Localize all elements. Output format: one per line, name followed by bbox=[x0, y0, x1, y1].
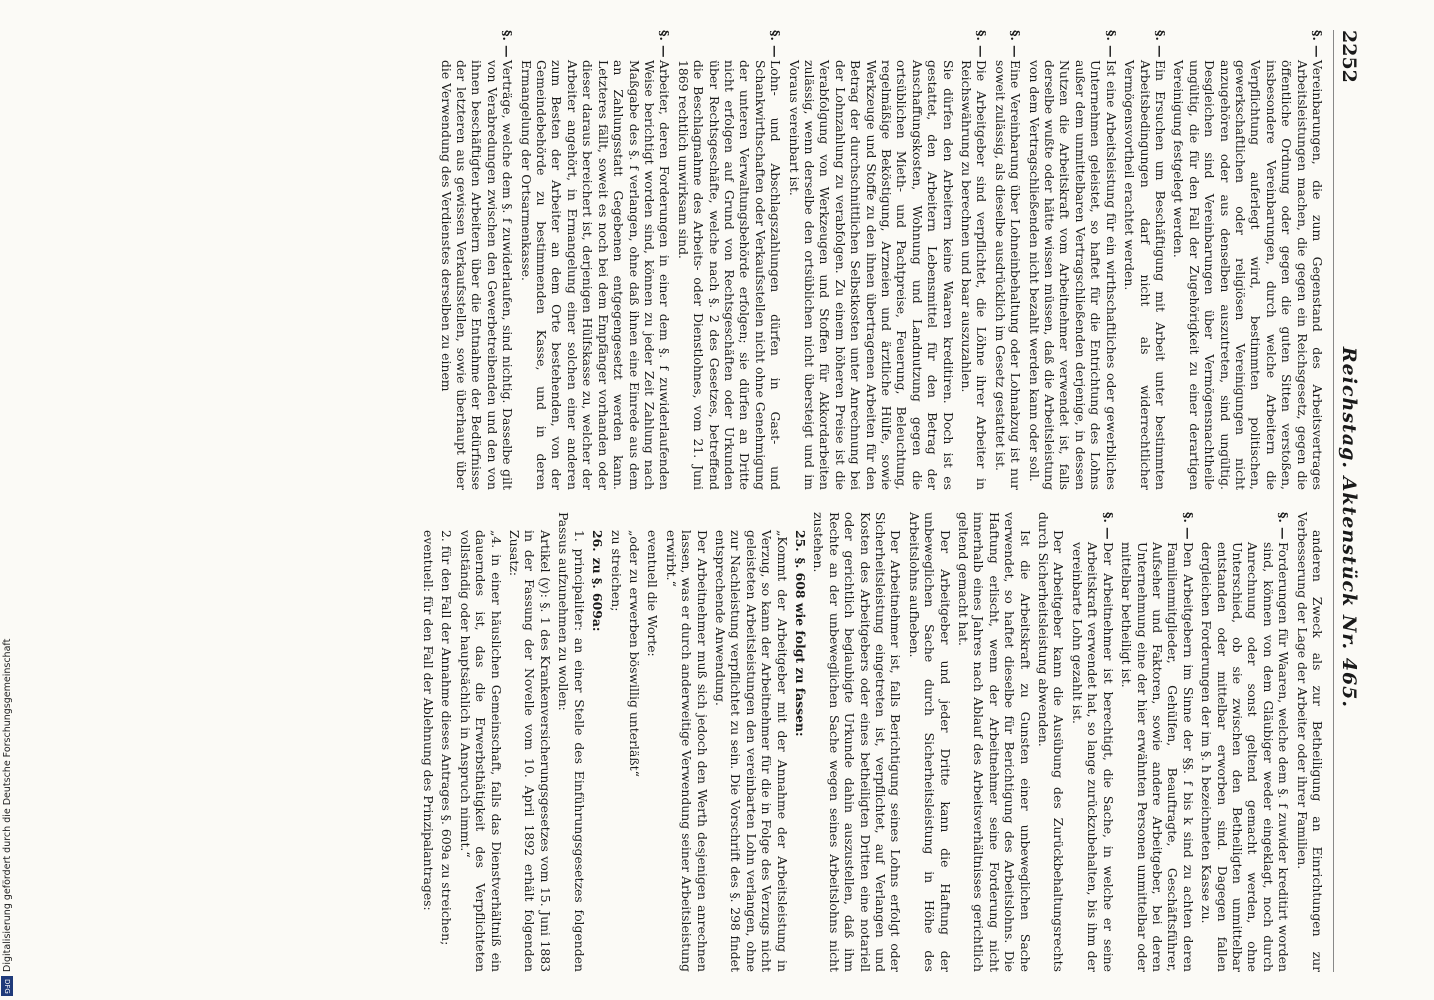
quoted-text: „Kommt der Arbeitgeber mit der Annahme der Arbeitsleistung in Verzug, so kann der Arbeitnehmer für die in Folge des Verzugs nicht geleisteten Arbeitsleistungen den vereinbarten Lohn verlangen, ohne zur Nachleistung verpflichtet zu sein. Die Vorschrift des §. 298 findet entsprechende Anwendung. bbox=[712, 530, 790, 972]
section-mark: §. — bbox=[974, 30, 990, 58]
page-title: Reichstag. Aktenstück Nr. 465. bbox=[1338, 346, 1360, 709]
amendment-text: §. 608 wie folgt zu fassen: bbox=[793, 557, 808, 737]
page-number: 2252 bbox=[1338, 30, 1360, 83]
quoted-text: „oder zu erwerben böswillig unterläßt“ bbox=[626, 530, 642, 777]
paragraph-text: Vereinbarungen, die zum Gegenstand des Arbeitsvertrages Arbeitsleistungen machen, die gegen ein Reichsgesetz, gegen die öffentliche Ordnung oder gegen die guten Sitten verstoßen, insbesondere Vereinbarungen, durch welche Arbeitern die Verpflichtung auferlegt wird, bestimmten politischen, gewerkschaftlichen oder religiösen Vereinigungen nicht anzugehören oder aus denselben auszutreten, sind ungültig. Desgleichen sind Vereinbarungen über Vermögensnachtheile ungültig, die für den Fall der Zugehörigkeit zu einer derartigen Vereinigung festgelegt werden. bbox=[1171, 60, 1325, 490]
right-column bbox=[418, 512, 1325, 972]
paragraph-text: Der Arbeitnehmer ist berechtigt, die Sache, in welche er seine Arbeitskraft verwendet hat, so lange zurückzubehalten, bis ihm der vereinbarte Lohn gezahlt ist. bbox=[1069, 542, 1116, 972]
section-mark: §. — bbox=[1152, 30, 1168, 58]
amendment-text: zu §. 609a: bbox=[590, 557, 606, 632]
paragraph bbox=[786, 30, 955, 490]
paragraph-text: 2. für den Fall der Annahme dieses Antrages §. 609a zu streichen; bbox=[439, 530, 455, 946]
paragraph-text: Der Arbeitgeber und jeder Dritte kann die Haftung der unbeweglichen Sache durch Sicherheitsleistung in Höhe des Arbeitslohns aufheben. bbox=[906, 512, 953, 972]
section-mark: §. — bbox=[1008, 30, 1024, 58]
paragraph-text: Der Arbeitgeber kann die Ausübung des Zurückbehaltungsrechts durch Sicherheitsleistung abwenden. bbox=[1036, 512, 1067, 972]
section-mark: §. — bbox=[657, 30, 673, 58]
paragraph bbox=[1199, 512, 1291, 972]
paragraph-text: eventuell: für den Fall der Ablehnung des Prinzipalantrages: bbox=[421, 530, 437, 911]
paragraph bbox=[1119, 512, 1196, 972]
page-header bbox=[1333, 30, 1360, 972]
quoted-text: Der Arbeitnehmer muß sich jedoch den Werth desjenigen anrechnen lassen, was er durch anderweitige Verwendung seiner Arbeitsleistung erwirbt.“ bbox=[663, 530, 710, 972]
paragraph-text: Die Arbeitgeber sind verpflichtet, die Löhne ihrer Arbeiter in Reichswährung zu berechnen und baar auszuzahlen. bbox=[959, 60, 990, 490]
paragraph bbox=[1171, 30, 1325, 490]
paragraph bbox=[518, 30, 672, 490]
paragraph bbox=[959, 30, 990, 490]
section-mark: §. — bbox=[1310, 30, 1325, 58]
paragraph bbox=[438, 30, 515, 490]
paragraph bbox=[1122, 30, 1168, 490]
paragraph-text: Ist eine Arbeitsleistung für ein wirthschaftliches oder gewerbliches Unternehmen geleistet, so haftet für die Entrichtung des Lohns außer dem unmittelbaren Vertragschließenden derjenige, in dessen Nutzen die Arbeitskraft vom Arbeitnehmer verwendet ist, falls derselbe wußte oder hätte wissen müssen, daß die Arbeitsleistung von dem Vertragschließenden nicht bezahlt werden kann oder soll. bbox=[1026, 60, 1119, 490]
paragraph-text: Eine Vereinbarung über Lohneinbehaltung oder Lohnabzug ist nur soweit zulässig, als dieselbe ausdrücklich im Gesetz gestattet ist. bbox=[992, 60, 1024, 490]
section-mark: §. — bbox=[1276, 512, 1292, 540]
paragraph bbox=[1070, 512, 1116, 972]
amendment-number: 25. bbox=[793, 530, 808, 552]
section-mark: §. — bbox=[1103, 30, 1119, 58]
amendment-number: 26. bbox=[590, 530, 606, 552]
amendment-item bbox=[590, 512, 605, 972]
paragraph-text: 1. principaliter: an einer Stelle des Einführungsgesetzes folgenden Passus aufzunehmen zu wollen: bbox=[556, 512, 587, 972]
paragraph-text: Den Arbeitgebern im Sinne der §§. f bis k sind zu achten deren Familienmitglieder, Gehülfen, Beauftragte, Geschäftsführer, Aufseher und Faktoren, sowie andere Arbeitgeber, bei deren Unternehmung eine der hier erwähnten Personen unmittelbar oder mittelbar betheiligt ist. bbox=[1119, 542, 1196, 972]
section-mark: §. — bbox=[768, 30, 784, 58]
paragraph-text: eventuell die Worte: bbox=[645, 530, 661, 657]
paragraph-text: Arbeiter, deren Forderungen in einer dem §. f zuwiderlaufenden Weise berichtigt worden sind, können zu jeder Zeit Zahlung nach Maßgabe des §. f verlangen, ohne daß ihnen eine Einrede aus dem an Zahlungsstatt Gegebenen entgegengesetzt werden kann. Letzteres fällt, soweit es noch bei dem Empfänger vorhanden oder dieser daraus bereichert ist, derjenigen Hülfskasse zu, welcher der Arbeiter angehört, in Ermangelung einer solchen einer anderen zum Besten der Arbeiter an dem Orte bestehenden, von der Gemeindebehörde zu bestimmenden Kasse, und in deren Ermangelung der Ortsarmenkasse. bbox=[518, 60, 673, 490]
section-mark: §. — bbox=[500, 30, 516, 58]
section-mark: §. — bbox=[1100, 512, 1116, 540]
paragraph bbox=[675, 30, 783, 490]
paragraph-text: Verträge, welche dem §. f zuwiderlaufen, sind nichtig. Dasselbe gilt von Verabredungen zwischen den Gewerbetreibenden und den von ihnen beschäftigten Arbeitern über die Entnahme der Bedürfnisse der letzteren aus gewissen Verkaufsstellen, sowie überhaupt über die Verwendung des Verdienstes derselben zu einem bbox=[438, 60, 516, 490]
paragraph-text: Ist die Arbeitskraft zu Gunsten einer unbeweglichen Sache verwendet, so haftet dieselbe für Berichtigung des Arbeitslohns. Die Haftung erlischt, wenn der Arbeitnehmer seine Forderung nicht innerhalb eines Jahres nach Ablauf des Arbeitsverhältnisses gerichtlich geltend gemacht hat. bbox=[956, 512, 1033, 972]
paragraph-text: Forderungen für Waaren, welche dem §. f zuwider kreditirt worden sind, können von dem Gläubiger weder eingeklagt, noch durch Anrechnung oder sonst geltend gemacht werden, ohne Unterschied, ob sie zwischen den Betheiligten unmittelbar entstanden oder mittelbar erworben sind. Dagegen fallen dergleichen Forderungen der im §. h bezeichneten Kasse zu. bbox=[1199, 542, 1292, 972]
quoted-text: Artikel (y): §. 1 des Krankenversicherungsgesetzes vom 15. Juni 1883 in der Fassung der Novelle vom 10. April 1892 erhält folgenden Zusatz: bbox=[507, 530, 553, 972]
paragraph bbox=[992, 30, 1023, 490]
paragraph-text: anderen Zweck als zur Betheiligung an Einrichtungen zur Verbesserung der Lage der Arbeiter oder ihrer Familien. bbox=[1294, 512, 1325, 972]
left-column bbox=[418, 30, 1325, 490]
paragraph bbox=[1026, 30, 1118, 490]
paragraph-text: Der Arbeitnehmer ist, falls Berichtigung seines Lohns erfolgt oder Sicherheitsleistung eingetreten ist, verpflichtet, auf Verlangen und Kosten des Arbeitgebers oder eines betheiligten Dritten eine notariell oder gerichtlich beglaubigte Urkunde dahin auszustellen, daß ihm Rechte an der unbeweglichen Sache wegen seines Arbeitslohns nicht zustehen. bbox=[811, 512, 904, 972]
section-mark: §. — bbox=[1180, 512, 1196, 540]
amendment-item bbox=[793, 512, 808, 972]
paragraph-text: Sie dürfen den Arbeitern keine Waaren kreditiren. Doch ist es gestattet, den Arbeitern Lebensmittel für den Betrag der Anschaffungskosten, Wohnung und Landnutzung gegen die ortsüblichen Mieth- und Pachtpreise, Feuerung, Beleuchtung, regelmäßige Beköstigung, Arzneien und ärztliche Hülfe, sowie Werkzeuge und Stoffe zu den ihnen übertragenen Arbeiten für den Betrag der durchschnittlichen Selbstkosten unter Anrechnung bei der Lohnzahlung zu verabfolgen. Zu einem höheren Preise ist die Verabfolgung von Werkzeugen und Stoffen für Akkordarbeiten zulässig, wenn derselbe den ortsüblichen nicht übersteigt und im Voraus vereinbart ist. bbox=[786, 60, 956, 490]
paragraph-text: Ein Ersuchen um Beschäftigung mit Arbeit unter bestimmten Arbeitsbedingungen darf nicht als widerrechtlicher Vermögensvortheil erachtet werden. bbox=[1122, 60, 1168, 490]
funding-note: Digitalisierung gefördert durch die Deutsche Forschungsgemeinschaft bbox=[2, 638, 13, 972]
dfg-logo: DFG bbox=[1, 976, 13, 996]
digitization-footer bbox=[1, 6, 15, 996]
text-columns bbox=[418, 30, 1325, 972]
section-mark bbox=[786, 30, 955, 60]
paragraph-text: zu streichen; bbox=[608, 530, 624, 612]
paragraph-text: Lohn- und Abschlagszahlungen dürfen in Gast- und Schankwirthschaften oder Verkaufsstellen nicht ohne Genehmigung der unteren Verwaltungsbehörde erfolgen; sie dürfen an Dritte nicht erfolgen auf Grund von Rechtsgeschäften oder Urkunden über Rechtsgeschäfte, welche nach §. 2 des Gesetzes, betreffend die Beschlagnahme des Arbeits- oder Dienstlohnes, vom 21. Juni 1869 rechtlich unwirksam sind. bbox=[675, 60, 784, 490]
quoted-text: „4. in einer häuslichen Gemeinschaft, falls das Dienstverhältniß ein dauerndes ist, das die Erwerbsthätigkeit des Verpflichteten vollständig oder hauptsächlich in Anspruch nimmt.“ bbox=[457, 530, 504, 972]
